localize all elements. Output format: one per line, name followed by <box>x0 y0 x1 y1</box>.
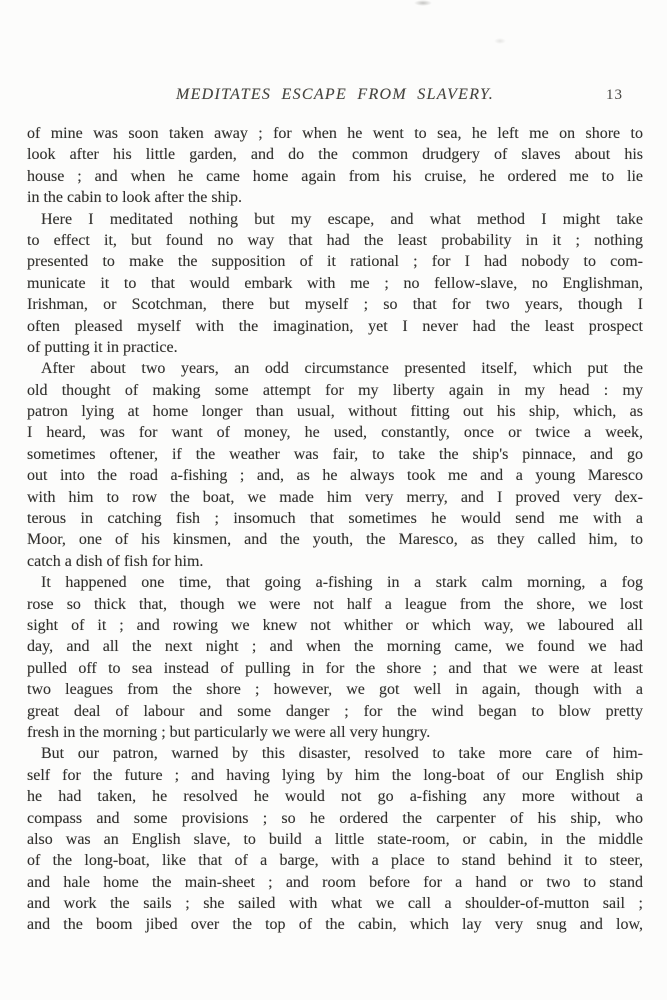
text-line: and hale home the main-sheet ; and room before for a hand or two to stand <box>27 873 643 891</box>
text-line: presented to make the supposition of it rational ; for I had nobody to com- <box>27 253 643 271</box>
text-line: But our patron, warned by this disaster, resolved to take more care of him- <box>41 745 643 763</box>
scan-artifact <box>494 38 506 44</box>
text-line: house ; and when he came home again from his cruise, he ordered me to lie <box>27 167 643 185</box>
text-line: rose so thick that, though we were not half a league from the shore, we lost <box>27 595 643 613</box>
text-line: Moor, one of his kinsmen, and the youth, the Maresco, as they called him, to <box>27 531 643 549</box>
text-line: After about two years, an odd circumstance presented itself, which put the <box>41 360 643 378</box>
text-line: of mine was soon taken away ; for when he went to sea, he left me on shore to <box>27 125 643 142</box>
page-title: MEDITATES ESCAPE FROM SLAVERY. <box>175 86 495 103</box>
text-line: of the long-boat, like that of a barge, with a place to stand behind it to steer, <box>27 852 643 870</box>
running-header <box>27 86 643 110</box>
text-line: pulled off to sea instead of pulling in for the shore ; and that we were at least <box>27 659 643 677</box>
text-line: I heard, was for want of money, he used, constantly, once or twice a week, <box>27 424 643 442</box>
text-line: patron lying at home longer than usual, without fitting out his ship, which, as <box>27 403 643 421</box>
text-line: sight of it ; and rowing we knew not whither or which way, we laboured all <box>27 616 643 634</box>
text-line: fresh in the morning ; but particularly we were all very hungry. <box>27 723 431 741</box>
text-line: terous in catching fish ; insomuch that sometimes he would send me with a <box>27 510 643 528</box>
text-line: also was an English slave, to build a little state-room, or cabin, in the middle <box>27 830 643 848</box>
text-line: compass and some provisions ; so he ordered the carpenter of his ship, who <box>27 809 643 827</box>
text-line: often pleased myself with the imagination, yet I never had the least prospect <box>27 317 643 335</box>
text-line: day, and all the next night ; and when the morning came, we found we had <box>27 638 643 656</box>
text-line: self for the future ; and having lying by him the long-boat of our English ship <box>27 766 643 784</box>
scan-artifact <box>414 0 432 6</box>
text-line: old thought of making some attempt for my liberty again in my head : my <box>27 381 643 399</box>
text-column <box>27 86 643 936</box>
text-line: It happened one time, that going a-fishing in a stark calm morning, a fog <box>41 574 643 592</box>
text-line: municate it to that would embark with me ; no fellow-slave, no Englishman, <box>27 274 643 292</box>
text-line: catch a dish of fish for him. <box>27 552 204 570</box>
text-line: to effect it, but found no way that had the least probability in it ; nothing <box>27 231 643 249</box>
text-line: and work the sails ; she sailed with what we call a shoulder-of-mutton sail ; <box>27 895 643 913</box>
text-line: look after his little garden, and do the common drudgery of slaves about his <box>27 146 643 164</box>
page-number: 13 <box>606 87 623 103</box>
text-line: great deal of labour and some danger ; for the wind began to blow pretty <box>27 702 643 720</box>
text-line: sometimes oftener, if the weather was fair, to take the ship's pinnace, and go <box>27 445 643 463</box>
text-line: and the boom jibed over the top of the cabin, which lay very snug and low, <box>27 916 643 934</box>
text-line: Irishman, or Scotchman, there but myself ; so that for two years, though I <box>27 296 643 314</box>
text-line: of putting it in practice. <box>27 338 178 356</box>
text-line: Here I meditated nothing but my escape, and what method I might take <box>41 210 643 228</box>
text-line: with him to row the boat, we made him very merry, and I proved very dex- <box>27 488 643 506</box>
text-line: in the cabin to look after the ship. <box>27 189 243 207</box>
text-line: two leagues from the shore ; however, we got well in again, though with a <box>27 681 643 699</box>
text-line: he had taken, he resolved he would not go a-fishing any more without a <box>27 788 643 806</box>
page-body <box>27 123 643 936</box>
text-line: out into the road a-fishing ; and, as he always took me and a young Maresco <box>27 467 643 485</box>
